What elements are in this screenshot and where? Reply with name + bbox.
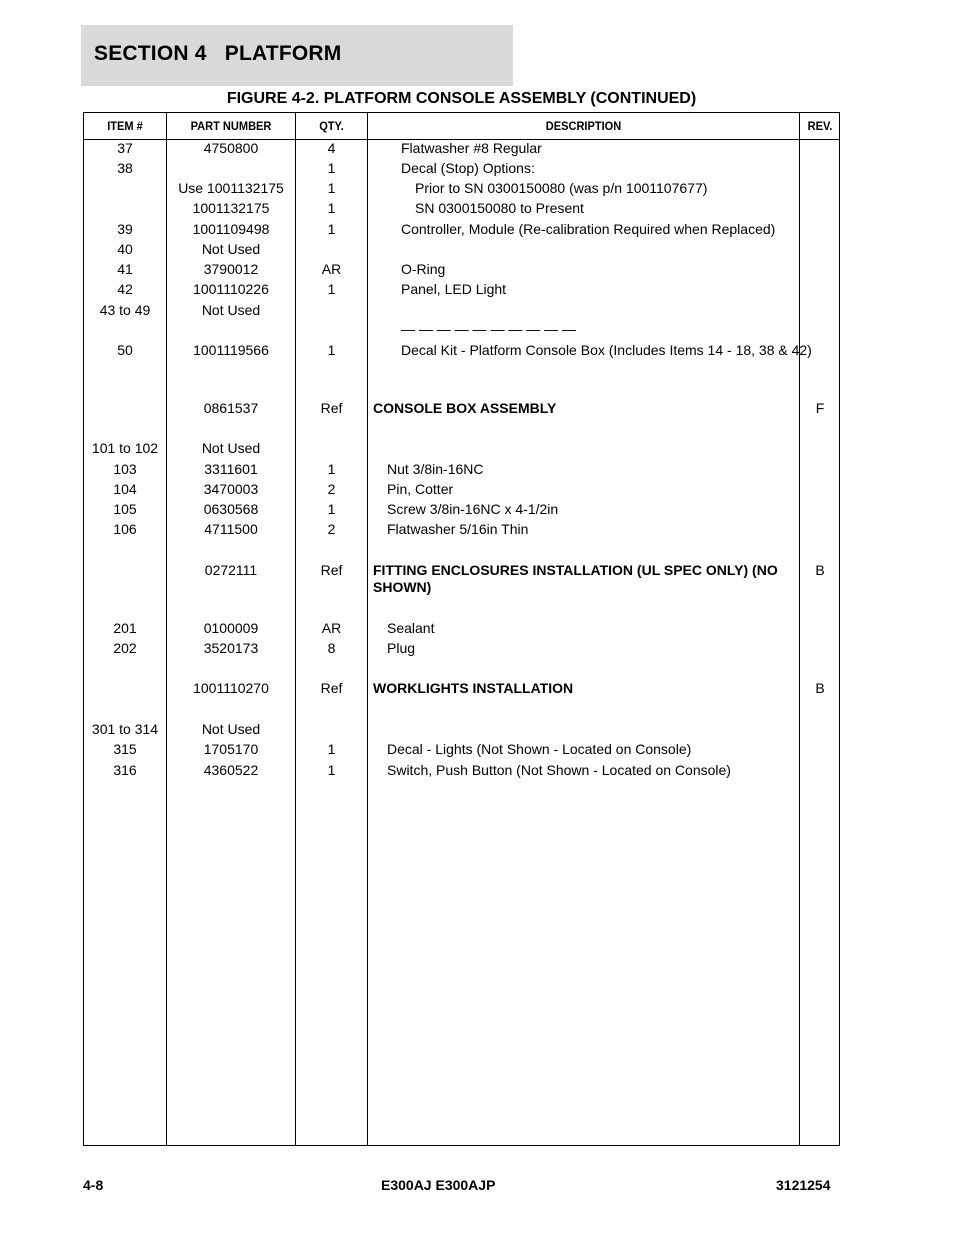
cell-item-number: 37 xyxy=(117,140,133,156)
cell-description: WORKLIGHTS INSTALLATION xyxy=(373,680,574,696)
cell-description: Pin, Cotter xyxy=(387,481,454,497)
cell-description: O-Ring xyxy=(401,261,446,277)
cell-description: Flatwasher #8 Regular xyxy=(401,140,542,156)
section-title: SECTION 4 PLATFORM xyxy=(94,42,342,65)
header-item: ITEM # xyxy=(107,119,143,133)
cell-description: Decal Kit - Platform Console Box (Includes Items 14 - 18, 38 & 42) xyxy=(401,342,812,358)
cell-description: Prior to SN 0300150080 (was p/n 1001107677) xyxy=(415,180,708,196)
cell-quantity: 1 xyxy=(327,741,336,757)
cell-description: Switch, Push Button (Not Shown - Located on Console) xyxy=(387,762,731,778)
cell-item-number: 101 to 102 xyxy=(91,440,159,456)
cell-part-number: 4360522 xyxy=(203,762,259,778)
footer-doc-number: 3121254 xyxy=(776,1177,831,1193)
cell-part-number: 1705170 xyxy=(203,741,259,757)
cell-item-number: 301 to 314 xyxy=(91,721,159,737)
cell-quantity: 1 xyxy=(327,180,336,196)
cell-part-number: 1001110226 xyxy=(193,281,269,297)
cell-quantity: 1 xyxy=(327,501,336,517)
cell-description: Panel, LED Light xyxy=(401,281,507,297)
cell-item-number: 38 xyxy=(117,160,133,176)
cell-quantity: 1 xyxy=(327,221,336,237)
cell-item-number: 103 xyxy=(113,461,137,477)
footer-models: E300AJ E300AJP xyxy=(381,1177,496,1193)
cell-part-number: Not Used xyxy=(201,241,261,257)
cell-item-number: 50 xyxy=(117,342,133,358)
header-part-number: PART NUMBER xyxy=(190,119,272,133)
cell-part-number: 0100009 xyxy=(203,620,259,636)
cell-description: FITTING ENCLOSURES INSTALLATION (UL SPEC ONLY) (NO SHOWN) xyxy=(373,562,778,595)
cell-revision: B xyxy=(815,680,825,696)
section-banner xyxy=(81,25,513,86)
cell-part-number: 1001119566 xyxy=(193,342,269,358)
cell-item-number: 42 xyxy=(117,281,133,297)
cell-item-number: 43 to 49 xyxy=(99,302,151,318)
cell-quantity: 1 xyxy=(327,461,336,477)
cell-item-number: 39 xyxy=(117,221,133,237)
cell-revision: B xyxy=(815,562,825,578)
cell-part-number: 0272111 xyxy=(204,562,258,578)
cell-item-number: 316 xyxy=(113,762,137,778)
cell-quantity: Ref xyxy=(320,400,343,416)
cell-part-number: 3470003 xyxy=(203,481,259,497)
header-description: DESCRIPTION xyxy=(545,119,622,133)
cell-part-number: 0861537 xyxy=(203,400,259,416)
footer-page-number: 4-8 xyxy=(83,1177,104,1193)
cell-description: Nut 3/8in-16NC xyxy=(387,461,484,477)
cell-quantity: 2 xyxy=(327,521,336,537)
header-rev: REV. xyxy=(807,119,833,133)
cell-part-number: 3311601 xyxy=(204,461,258,477)
cell-description: Decal (Stop) Options: xyxy=(401,160,535,176)
cell-part-number: Not Used xyxy=(201,440,261,456)
header-qty: QTY. xyxy=(319,119,344,133)
cell-description: Decal - Lights (Not Shown - Located on Console) xyxy=(387,741,692,757)
table-header xyxy=(84,113,839,140)
cell-item-number: 202 xyxy=(113,640,137,656)
cell-description: SN 0300150080 to Present xyxy=(415,200,584,216)
cell-part-number: 1001109498 xyxy=(192,221,270,237)
cell-part-number: 1001132175 xyxy=(192,200,270,216)
cell-part-number: 4711500 xyxy=(204,521,258,537)
cell-quantity: AR xyxy=(321,261,342,277)
cell-quantity: AR xyxy=(321,620,342,636)
cell-quantity: Ref xyxy=(320,562,343,578)
cell-part-number: 3520173 xyxy=(203,640,259,656)
cell-part-number: 1001110270 xyxy=(193,680,269,696)
column-divider xyxy=(367,113,368,1145)
cell-description: Plug xyxy=(387,640,416,656)
cell-description: Sealant xyxy=(387,620,435,636)
cell-part-number: Use 1001132175 xyxy=(178,180,284,196)
cell-part-number: 4750800 xyxy=(203,140,259,156)
cell-description: Flatwasher 5/16in Thin xyxy=(387,521,529,537)
cell-item-number: 105 xyxy=(113,501,137,517)
cell-part-number: 0630568 xyxy=(203,501,259,517)
cell-item-number: 201 xyxy=(113,620,137,636)
cell-item-number: 106 xyxy=(113,521,137,537)
cell-part-number: 3790012 xyxy=(203,261,259,277)
cell-quantity: 8 xyxy=(327,640,336,656)
cell-item-number: 315 xyxy=(113,741,137,757)
cell-item-number: 104 xyxy=(113,481,137,497)
cell-quantity: 1 xyxy=(327,281,336,297)
cell-description: Screw 3/8in-16NC x 4-1/2in xyxy=(387,501,559,517)
cell-item-number: 41 xyxy=(117,261,133,277)
cell-part-number: Not Used xyxy=(201,721,261,737)
cell-revision: F xyxy=(815,400,825,416)
cell-quantity: 1 xyxy=(327,342,336,358)
cell-item-number: 40 xyxy=(117,241,133,257)
figure-title: FIGURE 4-2. PLATFORM CONSOLE ASSEMBLY (CONTINUED) xyxy=(226,90,697,107)
cell-part-number: Not Used xyxy=(201,302,261,318)
cell-quantity: 1 xyxy=(327,200,336,216)
cell-quantity: 2 xyxy=(327,481,336,497)
cell-quantity: Ref xyxy=(320,680,343,696)
cell-description: — — — — — — — — — — xyxy=(401,321,577,337)
cell-description: CONSOLE BOX ASSEMBLY xyxy=(373,400,557,416)
cell-quantity: 1 xyxy=(327,762,336,778)
cell-quantity: 4 xyxy=(327,140,336,156)
cell-quantity: 1 xyxy=(327,160,336,176)
cell-description: Controller, Module (Re-calibration Required when Replaced) xyxy=(401,221,776,237)
parts-table xyxy=(83,112,840,1146)
